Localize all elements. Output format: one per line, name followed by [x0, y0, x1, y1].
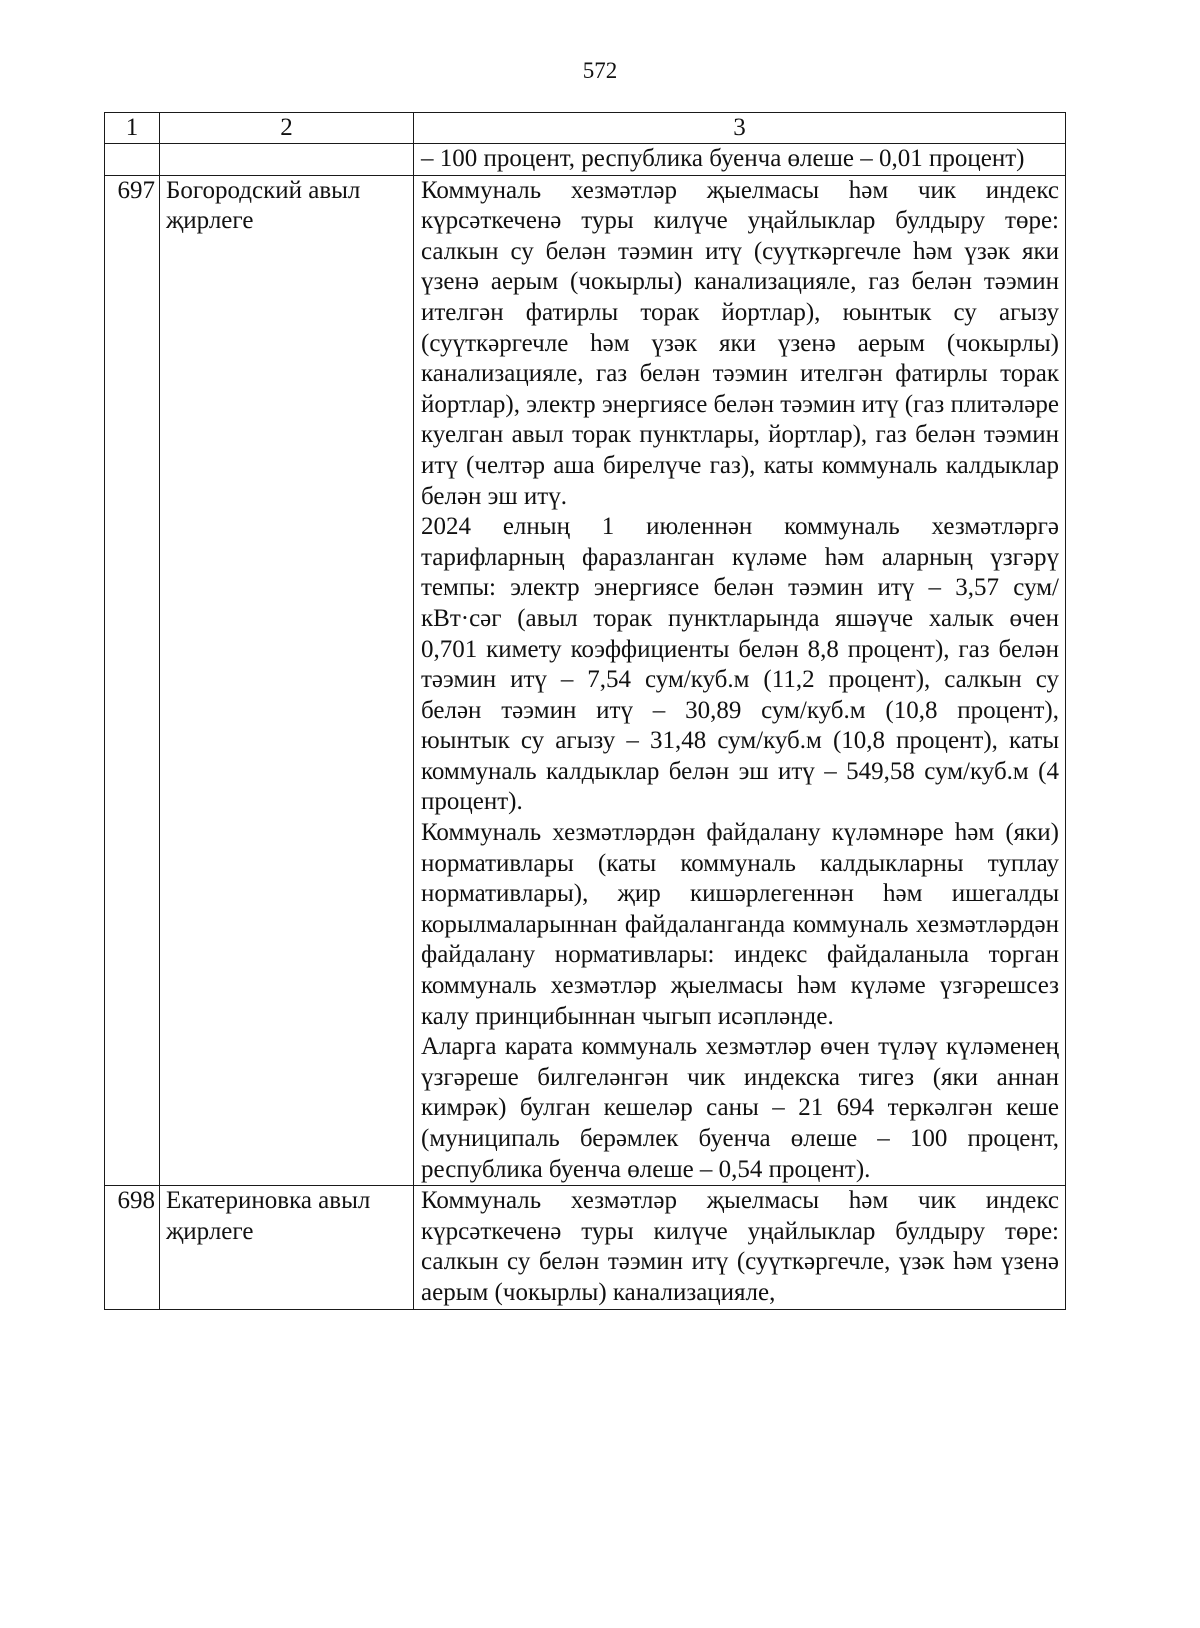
settlement-name-cell: Екатериновка авыл җирлеге [160, 1186, 414, 1309]
paragraph-utilities-type: Коммуналь хезмәтләр җыелмасы һәм чик индекс күрсәткеченә туры килүче уңайлыклар булдыру төре: салкын су белән тәэмин итү (суүткәргечле, үзәк һәм үзенә аерым (чокырлы) канализацияле, [421, 1187, 1059, 1306]
page-number: 572 [582, 58, 618, 83]
settlement-text-cell [414, 1186, 1066, 1309]
column-header-3: 3 [414, 113, 1066, 144]
row-number-cell: 698 [105, 1186, 160, 1309]
row-number-cell: 697 [105, 175, 160, 1186]
paragraph-tariffs: 2024 елның 1 июленнән коммуналь хезмәтләргә тарифларның фаразланган күләме һәм аларның үзгәрү темпы: электр энергиясе белән тәэмин итү – 3,57 сум/кВт·сәг (авыл торак пунктларында яшәүче халык өчен 0,701 кимету коэффициенты белән 8,8 процент), газ белән тәэмин итү – 7,54 сум/куб.м (11,2 процент), салкын су белән тәэмин итү – 30,89 сум/куб.м (10,8 процент), юынтык су агызу – 31,48 сум/куб.м (10,8 процент), каты коммуналь калдыклар белән эш итү – 549,58 сум/куб.м (4 процент). [421, 513, 1059, 816]
continuation-paragraph: – 100 процент, республика буенча өлеше – 0,01 процент) [421, 145, 1025, 172]
settlement-text-cell [414, 175, 1066, 1186]
municipal-data-table [104, 112, 1066, 1310]
column-header-1: 1 [105, 113, 160, 144]
paragraph-norms: Коммуналь хезмәтләрдән файдалану күләмнәре һәм (яки) нормативлары (каты коммуналь калдыкларны туплау нормативлары), җир кишәрлегеннән һәм ишегалды корылмаларыннан файдаланганда коммуналь хезмәтләрдән файдалану нормативлары: индекс файдаланыла торган коммуналь хезмәтләр җыелмасы һәм күләме үзгәрешсез калу принцибыннан чыгып исәпләнде. [421, 819, 1059, 1030]
table-row-698 [105, 1186, 1066, 1309]
settlement-name-cell: Богородский авыл җирлеге [160, 175, 414, 1186]
table-header-row [105, 113, 1066, 144]
column-header-2: 2 [160, 113, 414, 144]
paragraph-utilities-type: Коммуналь хезмәтләр җыелмасы һәм чик индекс күрсәткеченә туры килүче уңайлыклар булдыру төре: салкын су белән тәэмин итү (суүткәргечле һәм үзәк яки үзенә аерым (чокырлы) канализацияле, газ белән тәэмин ителгән фатирлы торак йортлар), юынтык су агызу (суүткәргечле һәм үзәк яки үзенә аерым (чокырлы) канализацияле, газ белән тәэмин ителгән фатирлы торак йортлар), электр энергиясе белән тәэмин итү (газ плитәләре куелган авыл торак пунктлары, йортлар), газ белән тәэмин итү (челтәр аша бирелүче газ), каты коммуналь калдыклар белән эш итү. [421, 176, 1059, 510]
table-row-continuation [105, 144, 1066, 176]
row-name-cell [160, 144, 414, 176]
table-row-697 [105, 175, 1066, 1186]
row-number-cell [105, 144, 160, 176]
row-text-cell [414, 144, 1066, 176]
paragraph-population: Аларга карата коммуналь хезмәтләр өчен түләү күләменең үзгәреше билгеләнгән чик индекска тигез (яки аннан кимрәк) булган кешеләр саны – 21 694 теркәлгән кеше (муниципаль берәмлек буенча өлеше – 100 процент, республика буенча өлеше – 0,54 процент). [421, 1033, 1059, 1183]
